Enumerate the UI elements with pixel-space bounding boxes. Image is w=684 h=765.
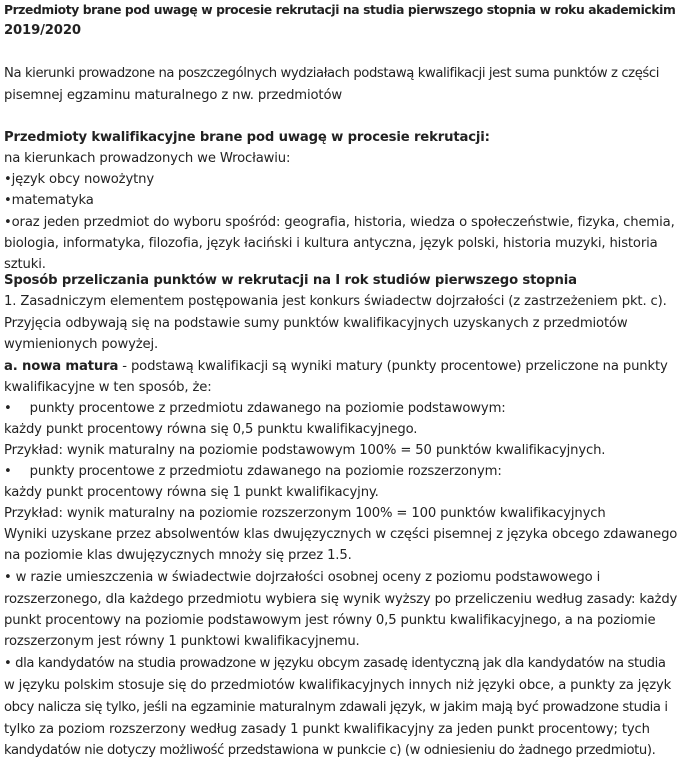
method-a-line-1 — [4, 356, 668, 378]
foreign-language-line-2: w języku polskim stosuje się do przedmiotów kwalifikacyjnych innych niż języki obce, a punkty za język — [4, 678, 672, 693]
method-a-label: a. nowa matura — [4, 359, 119, 374]
basic-level-rule: każdy punkt procentowy równa się 0,5 punktu kwalifikacyjnego. — [4, 422, 418, 437]
method-p1-line-1: 1. Zasadniczym elementem postępowania jest konkurs świadectw dojrzałości (z zastrzeżeniem pkt. c). — [4, 294, 667, 309]
extended-level-example: Przykład: wynik maturalny na poziomie rozszerzonym 100% = 100 punktów kwalifikacyjnych — [4, 506, 606, 521]
foreign-language-line-3: obcy nalicza się tylko, jeśli na egzaminie maturalnym zdawali język, w jakim mają być prowadzone studia i — [4, 700, 668, 715]
subject-item-elective-line-3: sztuki. — [4, 257, 46, 272]
separate-grade-line-1: • w razie umieszczenia w świadectwie dojrzałości osobnej oceny z poziomu podstawowego i — [4, 570, 601, 585]
basic-level-text: punkty procentowe z przedmiotu zdawanego na poziomie podstawowym: — [29, 401, 506, 416]
extended-level-text: punkty procentowe z przedmiotu zdawanego na poziomie rozszerzonym: — [29, 464, 502, 479]
method-a-line-2: kwalifikacyjne w ten sposób, że: — [4, 380, 212, 395]
bilingual-line-1: Wyniki uzyskane przez absolwentów klas dwujęzycznych w części pisemnej z języka obcego zdawanego — [4, 527, 678, 542]
intro-line-1: Na kierunki prowadzone na poszczególnych wydziałach podstawą kwalifikacji jest suma punktów z części — [4, 66, 659, 81]
subject-item-language: •język obcy nowożytny — [4, 172, 154, 187]
extended-level-item — [4, 461, 502, 483]
bilingual-line-2: na poziomie klas dwujęzycznych mnoży się przez 1.5. — [4, 548, 352, 563]
foreign-language-line-4: tylko za poziom rozszerzony według zasady 1 punkt kwalifikacyjny za jeden punkt procentowy; tych — [4, 722, 650, 737]
method-a-text: - podstawą kwalifikacji są wyniki matury (punkty procentowe) przeliczone na punkty — [118, 359, 668, 374]
method-title: Sposób przeliczania punktów w rekrutacji na I rok studiów pierwszego stopnia — [4, 273, 577, 288]
extended-level-rule: każdy punkt procentowy równa się 1 punkt kwalifikacyjny. — [4, 485, 379, 500]
basic-level-item — [4, 398, 506, 420]
subjects-title: Przedmioty kwalifikacyjne brane pod uwagę w procesie rekrutacji: — [4, 130, 490, 145]
intro-line-2: pisemnej egzaminu maturalnego z nw. przedmiotów — [4, 88, 343, 103]
subject-item-elective-line-2: biologia, informatyka, filozofia, język łaciński i kultura antyczna, język polski, historia muzyki, historia — [4, 236, 658, 251]
foreign-language-line-1: • dla kandydatów na studia prowadzone w języku obcym zasadę identyczną jak dla kandydatów na studia — [4, 656, 666, 671]
method-p1-line-3: wymienionych powyżej. — [4, 337, 159, 352]
foreign-language-line-5: kandydatów nie dotyczy możliwość przedstawiona w punkcie c) (w odniesieniu do żadnego przedmiotu). — [4, 743, 656, 758]
separate-grade-line-2: rozszerzonego, dla każdego przedmiotu wybiera się wynik wyższy po przeliczeniu według zasady: każdy — [4, 592, 678, 607]
subject-item-math: •matematyka — [4, 193, 94, 208]
separate-grade-line-3: punkt procentowy na poziomie podstawowym jest równy 0,5 punktu kwalifikacyjnego, a na poziomie — [4, 613, 656, 628]
method-p1-line-2: Przyjęcia odbywają się na podstawie sumy punktów kwalifikacyjnych uzyskanych z przedmiotów — [4, 316, 628, 331]
bullet: • — [4, 401, 12, 416]
subjects-location: na kierunkach prowadzonych we Wrocławiu: — [4, 151, 291, 166]
subject-item-elective-line-1: •oraz jeden przedmiot do wyboru spośród: geografia, historia, wiedza o społeczeństwie, fizyka, chemia, — [4, 215, 675, 230]
heading-line-1: Przedmioty brane pod uwagę w procesie rekrutacji na studia pierwszego stopnia w roku akademickim — [4, 3, 676, 17]
heading-line-2: 2019/2020 — [4, 23, 81, 38]
basic-level-example: Przykład: wynik maturalny na poziomie podstawowym 100% = 50 punktów kwalifikacyjnych. — [4, 443, 606, 458]
separate-grade-line-4: rozszerzonym jest równy 1 punktowi kwalifikacyjnemu. — [4, 634, 360, 649]
bullet: • — [4, 464, 12, 479]
